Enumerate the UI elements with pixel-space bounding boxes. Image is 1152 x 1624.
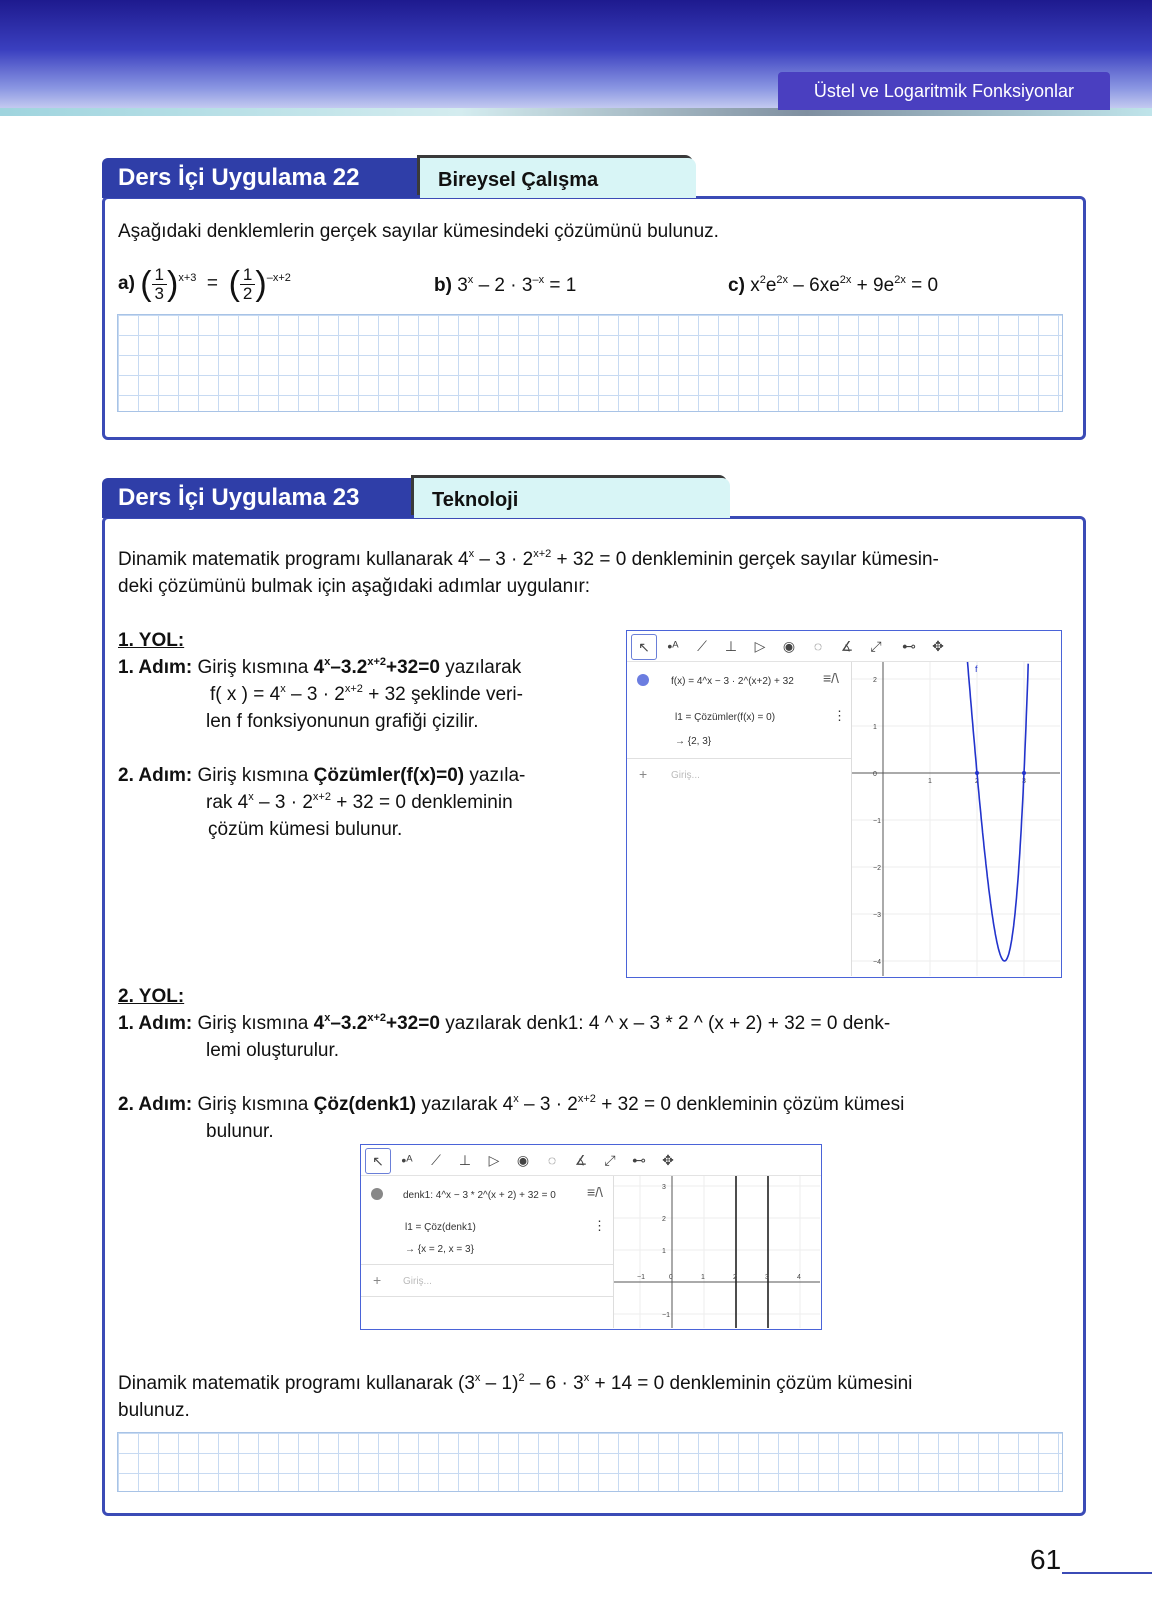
circle-tool-icon[interactable]: ◉ [782, 638, 796, 654]
circle-tool-icon[interactable]: ◉ [516, 1152, 530, 1168]
gg2-visibility-dot[interactable] [371, 1188, 383, 1200]
gg1-graphics-view[interactable] [852, 662, 1060, 976]
s22-problem-c: c) $x^2e^{2x} - 6xe^{2x} + 9e^{2x} = 0$ [728, 274, 939, 296]
gg2-y-tick-label: −1 [662, 1312, 670, 1319]
yol1-heading: 1. YOL: [118, 630, 185, 651]
s22-problem-a: a) ( $\frac{1}{3}$ )$^{x+3}$ = ( $\frac{1}{2}$ )$^{-x+2}$ [118, 264, 291, 303]
polygon-tool-icon[interactable]: ▷ [488, 1152, 500, 1168]
s23-task-line1: Dinamik matematik programı kullanarak $(3^x - 1)^2 - 6 \cdot 3^x + 14 = 0$ denkleminin çözüm kümesini [118, 1372, 913, 1394]
gg2-style-icon[interactable]: ≡/\ [587, 1184, 603, 1200]
move-view-icon[interactable]: ✥ [662, 1152, 674, 1168]
yol2-step2-line2: bulunur. [206, 1121, 274, 1142]
geogebra-window-2 [360, 1144, 822, 1330]
line-tool-icon[interactable]: ⟋ [431, 1152, 441, 1168]
gg2-x-tick-label: 0 [669, 1274, 673, 1281]
polygon-tool-icon[interactable]: ▷ [754, 638, 766, 654]
gg1-l1-row[interactable]: l1 = Çözümler(f(x) = 0) [675, 712, 776, 723]
gg2-x-tick-label: −1 [637, 1274, 645, 1281]
yol2-step1-line2: lemi oluşturulur. [206, 1040, 340, 1061]
gg2-y-tick-label: 2 [662, 1216, 666, 1223]
gg2-input[interactable]: Giriş... [403, 1276, 432, 1287]
circle-three-points-icon[interactable]: ◌ [547, 1152, 557, 1168]
move-view-icon[interactable]: ✥ [932, 638, 944, 654]
move-tool-icon[interactable]: ↖ [631, 634, 657, 660]
section-22-tag: Bireysel Çalışma [420, 158, 696, 198]
reflect-tool-icon[interactable]: ⤢ [604, 1152, 616, 1168]
move-tool-icon[interactable]: ↖ [365, 1148, 391, 1174]
gg2-row1[interactable]: denk1: 4^x − 3 * 2^(x + 2) + 32 = 0 [403, 1190, 556, 1201]
reflect-tool-icon[interactable]: ⤢ [870, 638, 882, 654]
gg1-curve-label: f [975, 664, 978, 674]
gg1-y-tick-label: −1 [873, 818, 881, 825]
gg1-root-2[interactable] [1022, 771, 1026, 775]
gg1-y-tick-label: 2 [873, 677, 877, 684]
gg1-y-tick-label: −2 [873, 865, 881, 872]
s23-task-line2: bulunuz. [118, 1400, 190, 1421]
gg1-algebra-view [627, 662, 852, 976]
chapter-title: Üstel ve Logaritmik Fonksiyonlar [778, 72, 1110, 110]
yol2-step1-line1: 1. Adım: Giriş kısmına $4^x-3.2^{x+2}+32=0$ yazılarak denk1: 4 ^ x – 3 * 2 ^ (x + 2) + 32 = 0 denk- [118, 1012, 891, 1034]
gg1-root-1[interactable] [975, 771, 979, 775]
s22-answer-grid[interactable] [117, 314, 1063, 412]
yol1-step2-line2: rak $4^x - 3 \cdot 2^{x+2} + 32 = 0$ denkleminin [206, 791, 513, 813]
gg1-function-curve[interactable] [967, 662, 1028, 961]
slider-tool-icon[interactable]: ⊷ [902, 638, 916, 654]
gg1-add-icon[interactable]: + [639, 766, 648, 782]
gg2-algebra-view [361, 1176, 614, 1328]
gg1-toolbar [627, 631, 1061, 662]
section-23-title: Ders İçi Uygulama 23 [102, 478, 424, 518]
slider-tool-icon[interactable]: ⊷ [632, 1152, 646, 1168]
section-23-tag: Teknoloji [414, 478, 730, 518]
gg2-x-tick-label: 1 [701, 1274, 705, 1281]
gg2-x-tick-label: 4 [797, 1274, 801, 1281]
gg1-y-tick-label: −4 [873, 959, 881, 966]
yol1-step1-line1: 1. Adım: Giriş kısmına $4^x-3.2^{x+2}+32=0$ yazılarak [118, 656, 522, 678]
page-number: 61 [1030, 1544, 1062, 1575]
geogebra-window-1 [626, 630, 1062, 978]
angle-tool-icon[interactable]: ∡ [840, 638, 854, 654]
line-tool-icon[interactable]: ⟋ [697, 638, 707, 654]
yol1-step1-line3: len f fonksiyonunun grafiği çizilir. [206, 711, 479, 732]
yol2-heading: 2. YOL: [118, 986, 185, 1007]
gg2-row2[interactable]: l1 = Çöz(denk1) [405, 1222, 476, 1233]
perpendicular-tool-icon[interactable]: ⊥ [458, 1152, 472, 1168]
gg1-x-tick-label: 2 [975, 778, 979, 785]
s22-instruction: Aşağıdaki denklemlerin gerçek sayılar kümesindeki çözümünü bulunuz. [118, 221, 719, 242]
yol1-step1-line2: f( x ) = $4^x - 3 \cdot 2^{x+2} + 32$ şeklinde veri- [210, 683, 523, 705]
s23-answer-grid[interactable] [117, 1432, 1063, 1492]
a-label: a) [118, 273, 135, 295]
gg1-y-tick-label: 1 [873, 724, 877, 731]
gg1-x-tick-label: 3 [1022, 778, 1026, 785]
point-tool-icon[interactable]: •ᴬ [667, 638, 679, 654]
gg1-input[interactable]: Giriş... [671, 770, 700, 781]
perpendicular-tool-icon[interactable]: ⊥ [724, 638, 738, 654]
s22-problem-b: b) $3^x - 2 \cdot 3^{-x} = 1$ [434, 274, 577, 296]
section-22-title: Ders İçi Uygulama 22 [102, 158, 424, 198]
gg2-y-tick-label: 1 [662, 1248, 666, 1255]
gg2-result: → {x = 2, x = 3} [405, 1244, 474, 1255]
gg2-x-tick-label: 3 [765, 1274, 769, 1281]
yol1-step2-line3: çözüm kümesi bulunur. [208, 819, 403, 840]
gg1-result: → {2, 3} [675, 736, 712, 747]
s23-intro-line1: Dinamik matematik programı kullanarak $4^x - 3 \cdot 2^{x+2} + 32 = 0$ denkleminin gerçek sayılar kümesin- [118, 548, 939, 570]
circle-three-points-icon[interactable]: ◌ [813, 638, 823, 654]
gg1-f-row[interactable]: f(x) = 4^x − 3 · 2^(x+2) + 32 [671, 676, 794, 687]
gg1-style-icon[interactable]: ≡/\ [823, 670, 839, 686]
gg1-y-tick-label: −3 [873, 912, 881, 919]
yol2-step2-line1: 2. Adım: Giriş kısmına Çöz(denk1) yazılarak $4^x - 3 \cdot 2^{x+2} + 32 = 0$ denkleminin çözüm kümesi [118, 1093, 905, 1115]
gg2-menu-icon[interactable]: ⋮ [593, 1218, 606, 1233]
gg2-toolbar [361, 1145, 821, 1176]
yol1-step2-line1: 2. Adım: Giriş kısmına Çözümler(f(x)=0) yazıla- [118, 765, 526, 786]
page-number-rule [1062, 1572, 1152, 1574]
gg1-menu-icon[interactable]: ⋮ [833, 708, 846, 723]
gg2-x-tick-label: 2 [733, 1274, 737, 1281]
gg1-x-tick-label: 1 [928, 778, 932, 785]
s23-intro-line2: deki çözümünü bulmak için aşağıdaki adımlar uygulanır: [118, 576, 591, 597]
gg1-f-visibility-dot[interactable] [637, 674, 649, 686]
angle-tool-icon[interactable]: ∡ [574, 1152, 588, 1168]
point-tool-icon[interactable]: •ᴬ [401, 1152, 413, 1168]
gg2-graphics-view[interactable] [614, 1176, 820, 1328]
gg2-add-icon[interactable]: + [373, 1272, 382, 1288]
gg2-y-tick-label: 3 [662, 1184, 666, 1191]
gg1-y-tick-label: 0 [873, 771, 877, 778]
